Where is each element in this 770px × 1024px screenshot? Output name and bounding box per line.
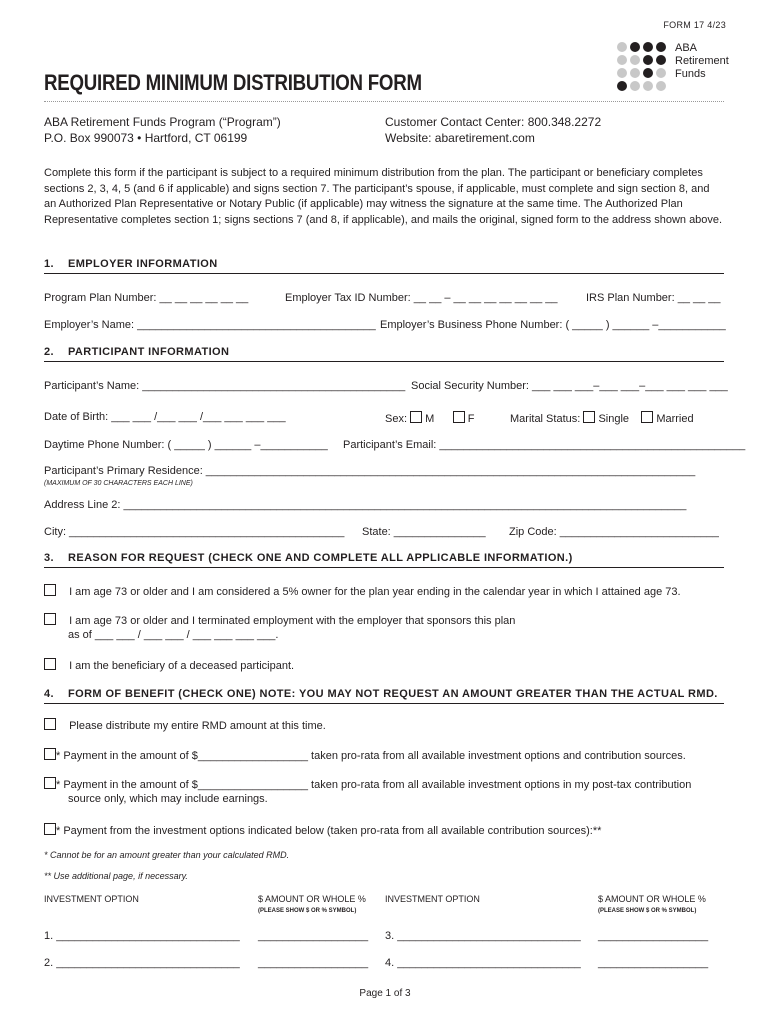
col-header-investment-left: INVESTMENT OPTION (44, 894, 139, 904)
section-2-number: 2. (44, 346, 54, 358)
benefit-option-2-label: * Payment in the amount of $__________________ taken pro-rata from all available investment options and contribution sources. (56, 750, 686, 762)
section-3-header (44, 552, 724, 568)
program-plan-number-field[interactable]: Program Plan Number: __ __ __ __ __ __ (44, 292, 249, 304)
amount-1-field[interactable]: __________________ (258, 930, 369, 942)
address-line2-field[interactable]: Address Line 2: ____________________________________________________________________________________________ (44, 499, 687, 511)
marital-status-label: Marital Status: (510, 413, 581, 425)
benefit-option-3-line2: source only, which may include earnings. (68, 793, 268, 805)
benefit-post-tax-checkbox[interactable] (44, 777, 56, 789)
sex-label: Sex: (385, 413, 408, 425)
reason-terminated-checkbox[interactable] (44, 613, 56, 625)
reason-option-3 (44, 658, 294, 672)
sex-m-label: M (425, 413, 435, 425)
max-characters-note: (MAXIMUM OF 30 CHARACTERS EACH LINE) (44, 480, 193, 487)
footnote-rmd-limit: * Cannot be for an amount greater than your calculated RMD. (44, 850, 290, 860)
termination-date-field[interactable]: as of ___ ___ / ___ ___ / ___ ___ ___ ___. (68, 629, 279, 641)
benefit-option-3 (44, 777, 691, 791)
ssn-field[interactable]: Social Security Number: ___ ___ ___–___ ___–___ ___ ___ ___ (411, 380, 728, 392)
col-header-amount-right: $ AMOUNT OR WHOLE % (598, 894, 706, 904)
benefit-option-1-label: Please distribute my entire RMD amount at this time. (69, 720, 326, 732)
section-4-number: 4. (44, 688, 54, 700)
section-4-title: FORM OF BENEFIT (CHECK ONE) NOTE: YOU MAY NOT REQUEST AN AMOUNT GREATER THAN THE ACTUAL RMD. (68, 688, 718, 700)
section-4-header (44, 688, 724, 704)
benefit-entire-rmd-checkbox[interactable] (44, 718, 56, 730)
aba-logo (617, 42, 727, 94)
form-code: FORM 17 4/23 (663, 20, 726, 30)
primary-residence-field[interactable]: Participant’s Primary Residence: ________________________________________________________________________________ (44, 465, 696, 477)
logo-text-2: Retirement (675, 55, 729, 67)
reason-option-1 (44, 584, 681, 598)
reason-option-2 (44, 613, 515, 627)
logo-text-1: ABA (675, 42, 698, 54)
participant-name-field[interactable]: Participant’s Name: ___________________________________________ (44, 380, 406, 392)
dob-field[interactable]: Date of Birth: ___ ___ /___ ___ /___ ___ ___ ___ (44, 411, 286, 423)
reason-beneficiary-checkbox[interactable] (44, 658, 56, 670)
footnote-additional-page: ** Use additional page, if necessary. (44, 871, 188, 881)
investment-option-4-field[interactable]: 4. ______________________________ (385, 957, 581, 969)
irs-plan-number-field[interactable]: IRS Plan Number: __ __ __ (586, 292, 721, 304)
reason-option-3-label: I am the beneficiary of a deceased participant. (69, 660, 295, 672)
section-3-number: 3. (44, 552, 54, 564)
single-label: Single (598, 413, 630, 425)
benefit-option-1 (44, 718, 326, 732)
investment-option-2-field[interactable]: 2. ______________________________ (44, 957, 240, 969)
investment-option-3-field[interactable]: 3. ______________________________ (385, 930, 581, 942)
section-2-header (44, 346, 724, 362)
reason-5pct-owner-checkbox[interactable] (44, 584, 56, 596)
marital-status-group (510, 411, 694, 425)
daytime-phone-field[interactable]: Daytime Phone Number: ( _____ ) ______ –___________ (44, 439, 328, 451)
participant-email-field[interactable]: Participant’s Email: __________________________________________________ (343, 439, 746, 451)
page-number: Page 1 of 3 (359, 988, 411, 999)
sex-f-label: F (467, 413, 475, 425)
benefit-prorata-all-checkbox[interactable] (44, 748, 56, 760)
address-line2: P.O. Box 990073 • Hartford, CT 06199 (44, 131, 248, 145)
benefit-option-3-label: * Payment in the amount of $__________________ taken pro-rata from all available investment options in my post-tax contribution (56, 779, 692, 791)
intro-paragraph: Complete this form if the participant is subject to a required minimum distribution from the plan. The participant or beneficiary completes sections 2, 3, 4, 5 (and 6 if applicable) and signs section 7. The participant’s spouse, if applicable, must complete and sign section 8, and an Authorized Plan Representative or Notary Public (if applicable) may witness the signature at the same time. The Authorized Plan Representative completes section 1; signs sections 7 (and 8, if applicable), and mails the original, signed form to the address shown above. (44, 167, 723, 226)
sex-m-checkbox[interactable] (410, 411, 422, 423)
employer-phone-field[interactable]: Employer’s Business Phone Number: ( _____ ) ______ –___________ (380, 319, 726, 331)
col-header-amount-left: $ AMOUNT OR WHOLE % (258, 894, 366, 904)
reason-option-2-label: I am age 73 or older and I terminated employment with the employer that sponsors this plan (69, 615, 516, 627)
employer-tax-id-field[interactable]: Employer Tax ID Number: __ __ – __ __ __ __ __ __ __ (285, 292, 558, 304)
married-checkbox[interactable] (641, 411, 653, 423)
col-note-amount-right: (PLEASE SHOW $ OR % SYMBOL) (598, 908, 697, 914)
title-divider (44, 101, 724, 102)
reason-option-1-label: I am age 73 or older and I am considered a 5% owner for the plan year ending in the calendar year in which I attained age 73. (69, 586, 681, 598)
zip-code-field[interactable]: Zip Code: __________________________ (509, 526, 719, 538)
sex-f-checkbox[interactable] (453, 411, 465, 423)
section-2-title: PARTICIPANT INFORMATION (68, 346, 230, 358)
section-1-number: 1. (44, 258, 54, 270)
section-1-header (44, 258, 724, 274)
single-checkbox[interactable] (583, 411, 595, 423)
investment-option-1-field[interactable]: 1. ______________________________ (44, 930, 240, 942)
address-line1: ABA Retirement Funds Program (“Program”) (44, 115, 281, 129)
sex-group (385, 411, 474, 425)
benefit-investment-options-checkbox[interactable] (44, 823, 56, 835)
section-1-title: EMPLOYER INFORMATION (68, 258, 218, 270)
page-title: REQUIRED MINIMUM DISTRIBUTION FORM (44, 70, 422, 95)
col-note-amount-left: (PLEASE SHOW $ OR % SYMBOL) (258, 908, 357, 914)
benefit-option-2 (44, 748, 686, 762)
amount-3-field[interactable]: __________________ (598, 930, 709, 942)
contact-phone: Customer Contact Center: 800.348.2272 (385, 115, 602, 129)
benefit-option-4-label: * Payment from the investment options indicated below (taken pro-rata from all available contribution sources):** (56, 825, 602, 837)
contact-website: Website: abaretirement.com (385, 131, 535, 145)
amount-4-field[interactable]: __________________ (598, 957, 709, 969)
amount-2-field[interactable]: __________________ (258, 957, 369, 969)
logo-text-3: Funds (675, 68, 706, 80)
state-field[interactable]: State: _______________ (362, 526, 486, 538)
married-label: Married (656, 413, 694, 425)
city-field[interactable]: City: _____________________________________________ (44, 526, 345, 538)
benefit-option-4 (44, 823, 601, 837)
col-header-investment-right: INVESTMENT OPTION (385, 894, 480, 904)
employer-name-field[interactable]: Employer’s Name: _______________________________________ (44, 319, 376, 331)
section-3-title: REASON FOR REQUEST (CHECK ONE AND COMPLETE ALL APPLICABLE INFORMATION.) (68, 552, 573, 564)
